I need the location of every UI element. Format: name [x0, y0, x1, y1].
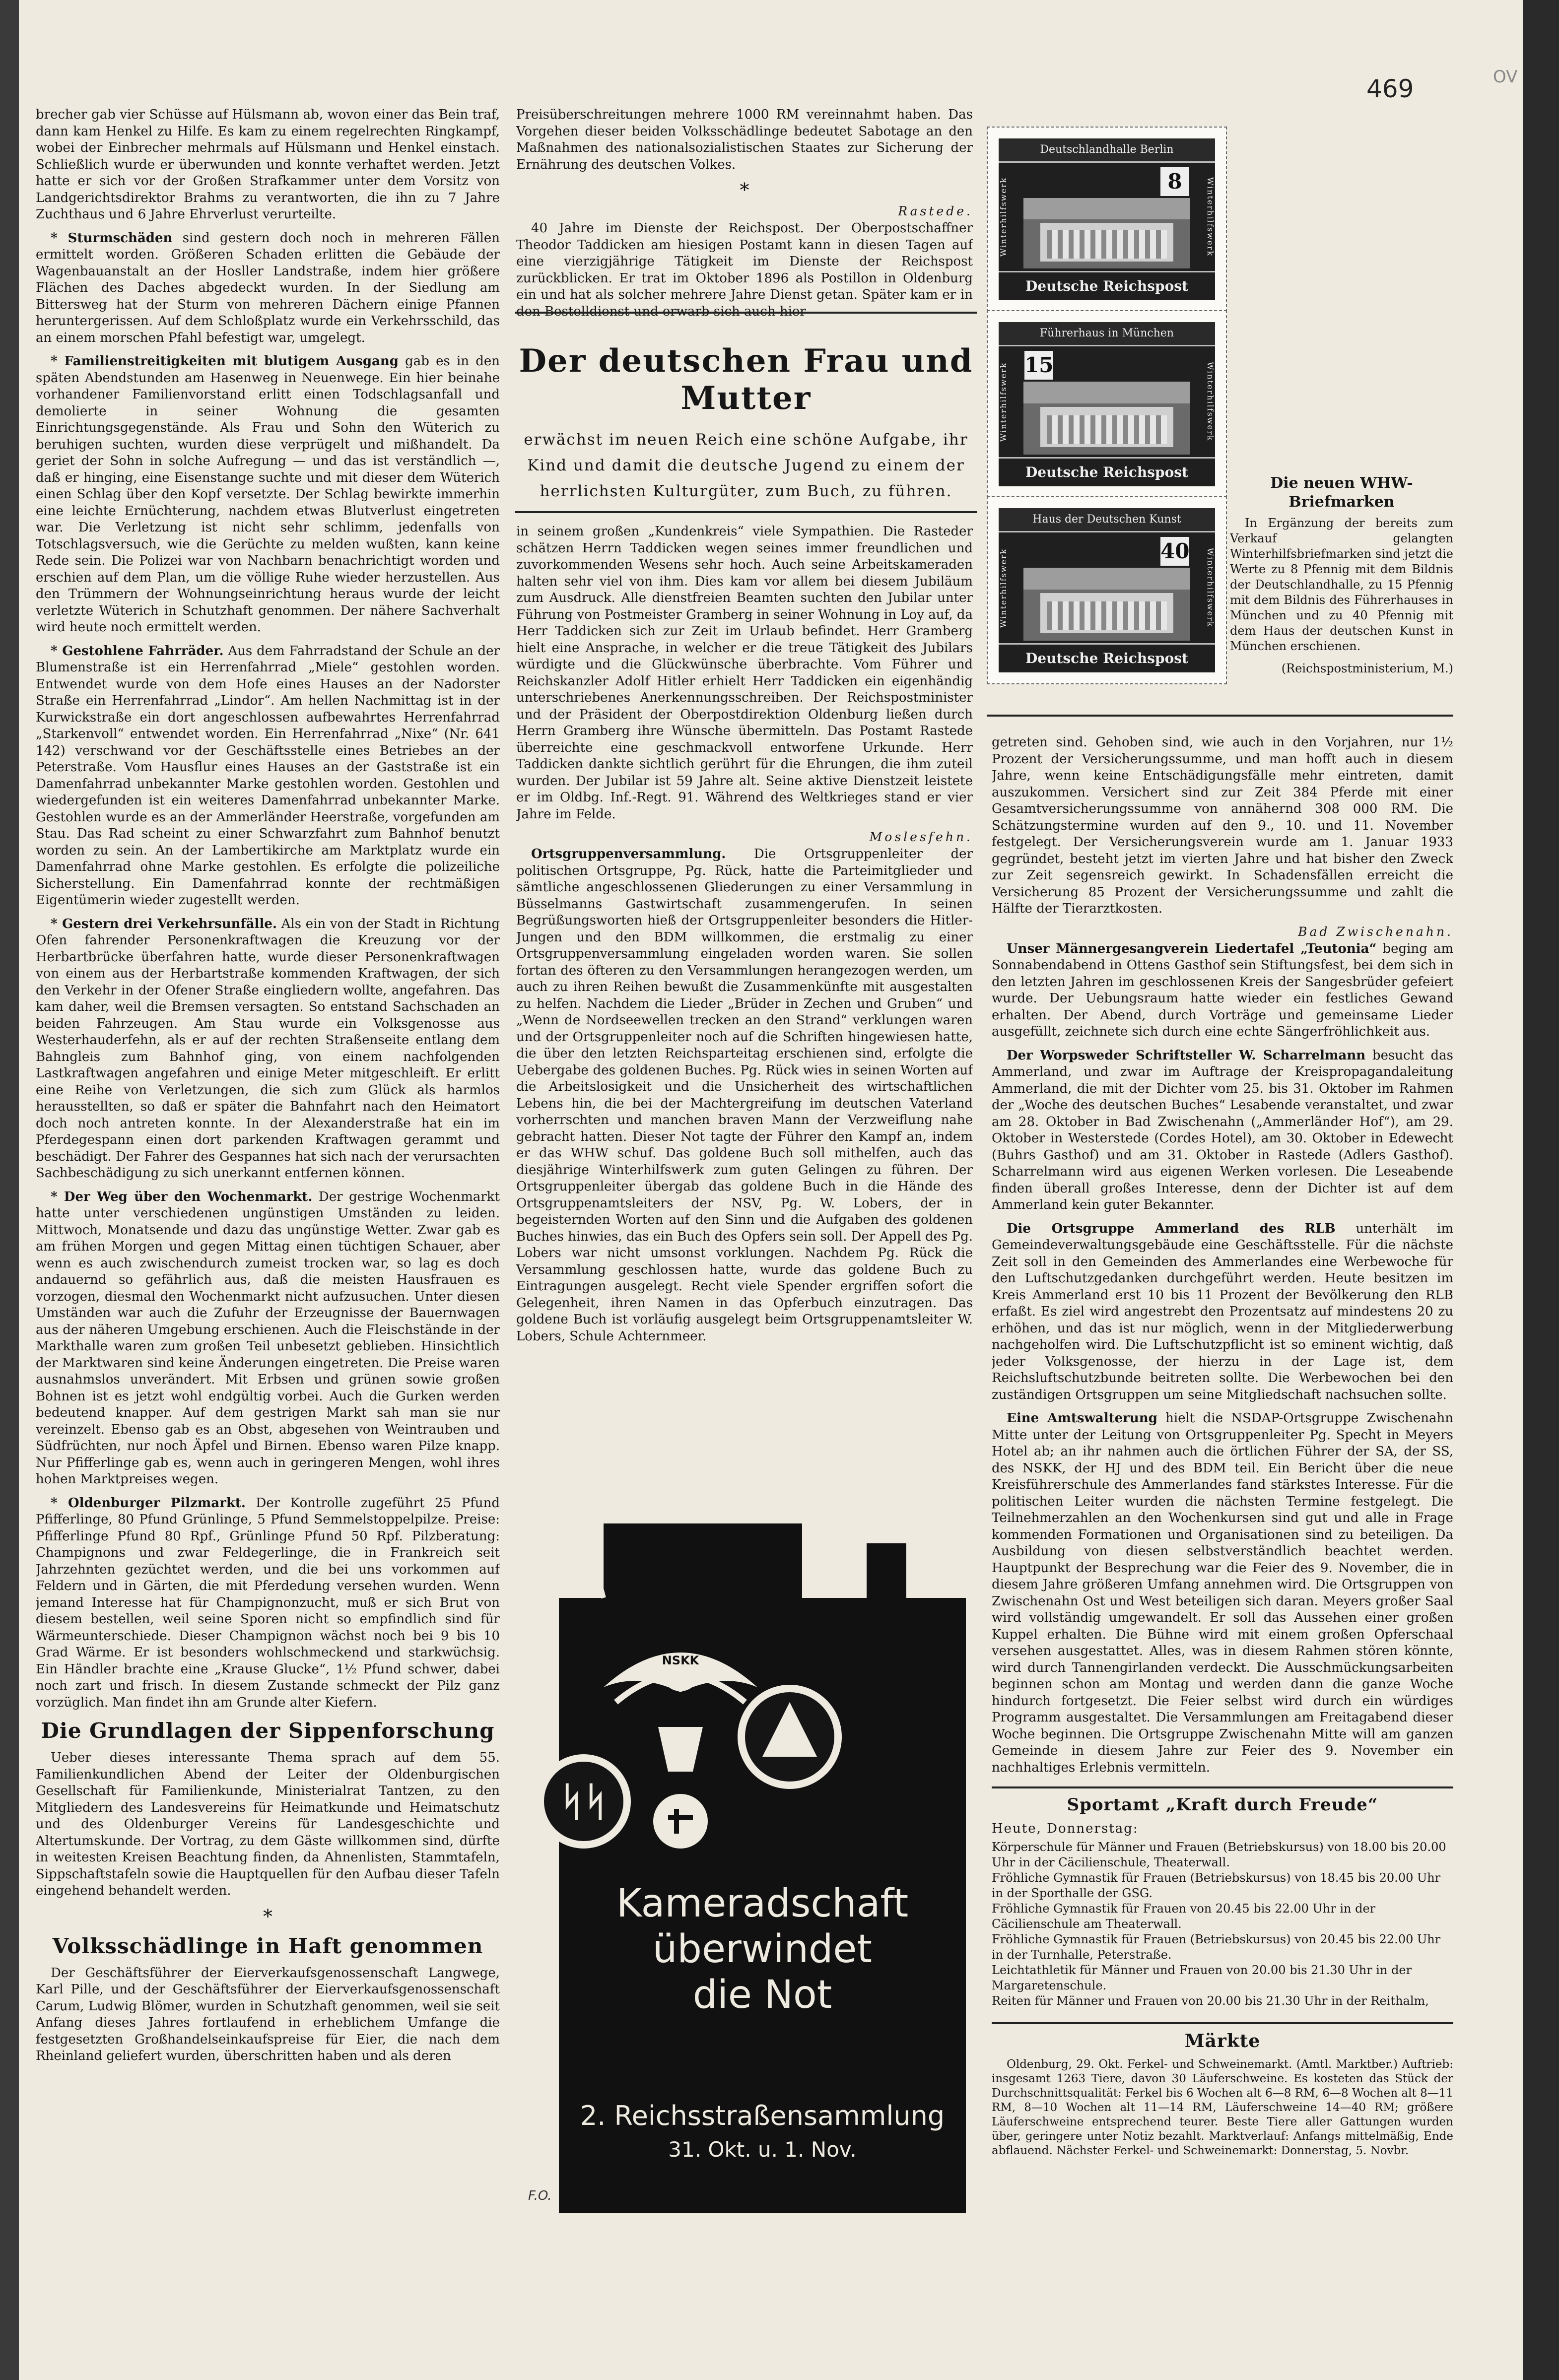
- stamp-side: Winterhilfswerk: [999, 548, 1008, 628]
- stamp-building-picture: [1023, 198, 1190, 268]
- stamp-value: 40: [1160, 537, 1189, 566]
- article-text: Die Ortsgruppenleiter der politischen Ortsgruppe, Pg. Rück, hatte die Parteimitglieder und sämtliche angeschlossenen Gliederungen zu einer Versammlung in Büsselmanns Gastwirtschaft zusammengerufen. In seinen Begrüßungsworten hieß der Ortsgruppenleiter besonders die Hitler-Jungen und den BDM willkommen, die erstmalig zu einer Ortsgruppenversammlung eingeladen worden waren. Sie sollen fortan des öfteren zu den Versammlungen herangezogen werden, um auch zu ihren Reihen bewußt die Zusammenkünfte mit ausgestalten zu helfen. Nachdem die Lieder „Brüder in Zechen und Gruben“ und „Wenn de Nordseewellen trecken an den Strand“ verklungen waren und der Ortsgruppenleiter noch auf die Schriften hingewiesen hatte, die über den letzten Reichsparteitag erschienen sind, erfolgte die Uebergabe des goldenen Buches. Pg. Rück wies in seinen Worten auf die Arbeitslosigkeit und die Unsicherheit des wirtschaftlichen Lebens hin, die bei der Machtergreifung im deutschen Vaterland vorherrschten und manchen braven Mann der Verzweiflung nahe gebracht hatten. Dieser Not tagte der Führer den Kampf an, indem er das WHW schuf. Das goldene Buch soll mithelfen, auch das diesjährige Winterhilfswerk zum guten Gelingen zu führen. Der Ortsgruppenleiter übergab das goldene Buch in die Hände des Ortsgruppenamtsleiters der NSV, Pg. W. Lobers, der in begeisternden Worten auf den Sinn und die Aufgaben des goldenen Buches hinwies, das ein Buch des Opfers sein soll. Der Appell des Pg. Lobers war nicht umsonst vorklungen. Nachdem Pg. Rück die Versammlung geschlossen hatte, wurde das goldene Buch zu Eintragungen ausgelegt. Recht viele Spender ergriffen sofort die Gelegenheit, ihren Namen in das Opferbuch einzutragen. Das goldene Buch ist vorläufig ausgelegt beim Ortsgruppenamtsleiter W. Lobers, Schule Achternmeer.: [516, 847, 973, 1344]
- dateline-moslesfehn: Moslesfehn.: [869, 830, 973, 844]
- article-label: Die Ortsgruppe Ammerland des RLB: [1007, 1221, 1336, 1236]
- poster-corner: F.O.: [528, 2188, 552, 2203]
- page-number: 469: [1366, 74, 1414, 103]
- stamp-side: Winterhilfswerk: [999, 362, 1008, 442]
- column-1: [36, 107, 500, 2375]
- sport-item: Fröhliche Gymnastik für Frauen (Betriebskursus) von 20.45 bis 22.00 Uhr in der Turnhalle, Peterstraße.: [992, 1932, 1441, 1962]
- sport-item: Reiten für Männer und Frauen von 20.00 bis 21.30 Uhr in der Reithalm,: [992, 1993, 1429, 2007]
- caption-source: (Reichspostministerium, M.): [1281, 661, 1453, 675]
- article-text: Der Kontrolle zugeführt 25 Pfund Pfifferlinge, 80 Pfund Grünlinge, 5 Pfund Semmelstoppelpilze. Preise: Pfifferlinge Pfund 80 Rpf., Grünlinge Pfund 50 Rpf. Pilzberatung: Champignons und zwar Feldegerlinge, die in Frankreich seit Jahrzehnten gezüchtet werden, und die bei uns vorkommen auf Feldern und in Gärten, die mit Pferdedung versehen wurden. Wenn jemand Interesse hat für Champignonzucht, muß er sich Brut von diesem bestellen, weil seine Sporen nicht so empfindlich sind für Wärmeunterschiede. Dieser Champignon wächst noch bei 9 bis 10 Grad Wärme. Er ist besonders wohlschmeckend und starkwüchsig. Ein Händler brachte eine „Krause Glucke“, 1½ Pfund schwer, dabei noch zart und frisch. In diesem Zustande schmeckt der Pilz ganz vorzüglich. Man findet ihn am Grunde alter Kiefern.: [36, 1495, 500, 1710]
- separator-star: *: [263, 1905, 272, 1927]
- article-label: * Oldenburger Pilzmarkt.: [51, 1495, 246, 1511]
- caption-text: In Ergänzung der bereits zum Verkauf gelangten Winterhilfsbriefmarken sind jetzt die Werte zu 8 Pfennig mit dem Bildnis der Deutschlandhalle, zu 15 Pfennig mit dem Bildnis des Führerhauses in München und zu 40 Pfennig mit dem Haus der deutschen Kunst in München erschienen.: [1230, 516, 1453, 653]
- sport-item: Fröhliche Gymnastik für Frauen (Betriebskursus) von 18.45 bis 20.00 Uhr in der Sporthalle der GSG.: [992, 1870, 1441, 1900]
- poster-line: die Not: [692, 1973, 832, 2017]
- poster-line: überwindet: [653, 1927, 872, 1972]
- column-2-continued: [516, 524, 973, 1347]
- article-fragment: getreten sind. Gehoben sind, wie auch in den Vorjahren, nur 1½ Prozent der Versicherungssumme, und man hofft auch in diesem Jahre, wenn keine Entschädigungsfälle mehr eintreten, damit auszukommen. Versichert sind zur Zeit 384 Pferde mit einer Gesamtversicherungssumme von annähernd 308 000 RM. Die Schätzungstermine wurden auf den 9., 10. und 11. November festgelegt. Der Versicherungsverein wurde am 1. Januar 1933 gegründet, besteht jetzt im vierten Jahre und hat bisher den Zweck zur Zeit segensreich gewirkt. In Schadensfällen erreicht die Versicherung 85 Prozent der Versicherungssumme und zahlt die Hälfte der Tierarztkosten.: [992, 735, 1453, 916]
- scanner-edge: [1523, 0, 1559, 2380]
- section-rule: [992, 1786, 1453, 1788]
- maerkte-text: Oldenburg, 29. Okt. Ferkel- und Schweinemarkt. (Amtl. Marktber.) Auftrieb: insgesamt 1263 Tiere, davon 30 Läuferschweine. Es kosteten das Stück der Durchschnittsqualität: Ferkel bis 6 Wochen alt 6—8 RM, 6—8 Wochen alt 8—11 RM, 8—10 Wochen alt 11—14 RM, Läuferschweine 14—40 RM; größere Läuferschweine entsprechend teurer. Beste Tiere aller Gattungen wurden über, geringere unter Notiz bezahlt. Marktverlauf: Anfangs mittelmäßig, Ende abflauend. Nächster Ferkel- und Schweinemarkt: Donnerstag, 5. Novbr.: [992, 2058, 1453, 2157]
- stamp-side: Winterhilfswerk: [1206, 177, 1215, 257]
- stamp-8: [987, 127, 1227, 312]
- section-rule: [987, 715, 1453, 717]
- article-label: * Gestohlene Fahrräder.: [51, 643, 224, 659]
- stamp-building-picture: [1023, 382, 1190, 455]
- banner-line: Kind und damit die deutsche Jugend zu einem der: [527, 457, 965, 474]
- stamp-building-picture: [1023, 568, 1190, 641]
- svg-text:ᛋᛋ: ᛋᛋ: [560, 1779, 608, 1825]
- banner-box: [515, 312, 977, 513]
- stamp-caption: [1230, 474, 1453, 707]
- article-label: * Familienstreitigkeiten mit blutigem Ausgang: [51, 354, 399, 369]
- corner-mark: OV: [1493, 67, 1518, 87]
- caption-title: Die neuen WHW-Briefmarken: [1270, 474, 1413, 511]
- article-label: * Gestern drei Verkehrsunfälle.: [51, 916, 277, 931]
- stamp-title: Deutschlandhalle Berlin: [999, 138, 1215, 163]
- article-text: hielt die NSDAP-Ortsgruppe Zwischenahn Mitte unter der Leitung von Ortsgruppenleiter Pg. Specht in Meyers Hotel ab; an ihr nahmen auch die örtlichen Führer der SA, der SS, des NSKK, der HJ und des BDM teil. Ein Bericht über die neue Kreisführerschule des Ammerlandes fand stärkstes Interesse. Für die politischen Leiter wurden die nächsten Termine festgelegt. Die Teilnehmerzahlen an den Wochenkursen sind gut und alle in Frage kommenden Formationen und Organisationen sind zu beteiligen. Da Ausbildung von diesen selbstverständlich beachtet werden. Hauptpunkt der Besprechung war die Feier des 9. November, die in diesem Jahre größeren Umfang annehmen wird. Die Ortsgruppen von Zwischenahn Ost und West beteiligen sich daran. Meyers großer Saal wird vollständig umgewandelt. Er soll das Aussehen einer großen Kuppel erhalten. Die Bühne wird mit einem großen Opferschaal versehen ausgestattet. Alles, was in diesem Rahmen stören könnte, wird durch Tannengirlanden verdeckt. Die Ausschmückungsarbeiten beginnen schon am Montag und werden dann die ganze Woche hindurch fortgesetzt. Die Feier selbst wird durch ein würdiges Programm ausgestaltet. Die Versammlungen am Freitagabend dieser Woche beginnen. Die Ortsgruppe Zwischenahn Mitte will am ganzen Gemeinde in diesem Jahre zur Feier des 9. November ein nachhaltiges Erlebnis vermitteln.: [992, 1411, 1453, 1775]
- article-fragment: brecher gab vier Schüsse auf Hülsmann ab, wovon einer das Bein traf, dann kam Henkel zu Hilfe. Es kam zu einem regelrechten Ringkampf, wobei der Einbrecher mehrmals auf Hülsmann und Henkel einstach. Schließlich wurde er überwunden und konnte verhaftet werden. Jetzt hatte er sich vor der Großen Strafkammer unter dem Vorsitz von Landgerichtsdirektor Brahms zu verantworten, die ihn zu 7 Jahre Zuchthaus und 6 Jahre Ehrverlust verurteilte.: [36, 107, 500, 222]
- article-text: 40 Jahre im Dienste der Reichspost. Der Oberpostschaffner Theodor Taddicken am hiesigen Postamt kann in diesen Tagen auf eine vierzigjährige Tätigkeit im Dienste der Reichspost zurückblicken. Er trat im Oktober 1896 als Postillon in Oldenburg ein und hat als solcher mehrere Jahre Dienst getan. Später kam er in den Bestelldienst und erwarb sich auch hier: [516, 221, 973, 319]
- article-text: Der Geschäftsführer der Eierverkaufsgenossenschaft Langwege, Karl Pille, und der Geschäftsführer der Eierverkaufsgenossenschaft Carum, Ludwig Blömer, wurden in Schutzhaft genommen, weil sie seit Anfang dieses Jahres fortlaufend in erheblichem Umfange die festgesetzten Großhandelseinkaufspreise für Eier, die nach dem Rheinland geliefert wurden, überschritten haben und als deren: [36, 1965, 500, 2063]
- article-text: Aus dem Fahrradstand der Schule an der Blumenstraße ist ein Herrenfahrrad „Miele“ gestohlen worden. Entwendet wurde von dem Hofe eines Hauses an der Nadorster Straße ein Herrenfahrrad „Lindor“. Am hellen Nachmittag ist in der Kurwickstraße ein dort angeschlossen aufbewahrtes Herrenfahrrad „Starkenvoll“ entwendet worden. Ein Herrenfahrrad „Nixe“ (Nr. 641 142) verschwand vor der Geschäftsstelle eines Betriebes an der Peterstraße. Vom Hausflur eines Hauses an der Gaststraße ist ein Damenfahrrad unbekannter Marke gestohlen worden. Gestohlen und wiedergefunden ist ein weiteres Damenfahrrad unbekannter Marke. Gestohlen wurde es an der Ammerländer Heerstraße, vorgefunden am Stau. Das Rad scheint zu einer Schwarzfahrt zum Bahnhof benutzt worden zu sein. An der Lambertikirche am Marktplatz wurde ein Damenfahrrad ohne Marke gestohlen. Es erfolgte die polizeiliche Sicherstellung. Ein Damenfahrrad konnte der rechtmäßigen Eigentümerin wieder zugestellt werden.: [36, 643, 500, 908]
- banner-line: herrlichsten Kulturgüter, zum Buch, zu führen.: [540, 482, 952, 500]
- headline-sportamt: Sportamt „Kraft durch Freude“: [1067, 1795, 1378, 1815]
- stamp-bottom: Deutsche Reichspost: [999, 457, 1215, 486]
- separator-star: *: [740, 179, 749, 201]
- hj-emblem-icon: [653, 1794, 708, 1849]
- banner-title: Der deutschen Frau und Mutter: [519, 342, 973, 417]
- article-label: Eine Amtswalterung: [1007, 1411, 1157, 1426]
- article-label: Ortsgruppenversammlung.: [531, 847, 726, 861]
- sport-item: Leichtathletik für Männer und Frauen von 20.00 bis 21.30 Uhr in der Margaretenschule.: [992, 1963, 1412, 1992]
- stamp-side: Winterhilfswerk: [1206, 548, 1215, 628]
- sport-day: Heute, Donnerstag:: [992, 1821, 1139, 1836]
- article-text: Als ein von der Stadt in Richtung Ofen fahrender Personenkraftwagen die Kreuzung vor der Herbartbrücke überfahren hatte, wurde dieser Personenkraftwagen von einem aus der Herbartstraße kommenden Kraftwagen, der sich den Verkehr in der Ofener Straße eingliedern wollte, angefahren. Das kam daher, weil die Bremsen versagten. So entstand Sachschaden an beiden Fahrzeugen. Am Stau wurde ein Volksgenosse aus Westerhauderfehn, als er auf der rechten Straßenseite entlang dem Bahngleis zum Bahnhof ging, von einem nachfolgenden Lastkraftwagen angefahren und einige Meter mitgeschleift. Er erlitt eine Reihe von Verletzungen, die sich zum Glück als harmlos herausstellten, so daß er später die Bahnfahrt nach den Heimatort doch noch antreten konnte. In der Alexanderstraße hat ein im Pferdegespann einen dort parkenden Kraftwagen gerammt und beschädigt. Der Fahrer des Gespannes hat sich nach der verursachten Sachbeschädigung zu sich unerkannt entfernen können.: [36, 916, 500, 1181]
- article-text: besucht das Ammerland, und zwar im Auftrage der Kreispropagandaleitung Ammerland, die mit der Dichter vom 25. bis 31. Oktober im Rahmen der „Woche des deutschen Buches“ Lesabende veranstaltet, und zwar am 28. Oktober in Bad Zwischenahn („Ammerländer Hof“), am 29. Oktober in Westerstede (Cordes Hotel), am 30. Oktober in Edewecht (Buhrs Gasthof) und am 31. Oktober in Rastede (Adlers Gasthof). Scharrelmann wird aus eigenen Werken vorlesen. Die Leseabende finden überall großes Interesse, denn der Dichter ist auf dem Ammerland kein guter Bekannter.: [992, 1048, 1453, 1212]
- section-rule: [992, 2022, 1453, 2024]
- dateline-bad-zwischenahn: Bad Zwischenahn.: [1298, 924, 1453, 939]
- sport-item: Fröhliche Gymnastik für Frauen von 20.45 bis 22.00 Uhr in der Cäcilienschule am Theaterwall.: [992, 1901, 1376, 1931]
- poster-advertisement: [524, 1523, 966, 2213]
- article-label: Unser Männergesangverein Liedertafel „Teutonia“: [1007, 941, 1377, 956]
- headline-sippenforschung: Die Grundlagen der Sippenforschung: [41, 1719, 495, 1743]
- headline-volksschaedlinge: Volksschädlinge in Haft genommen: [52, 1933, 483, 1958]
- stamp-side: Winterhilfswerk: [999, 177, 1008, 257]
- stamp-title: Führerhaus in München: [999, 322, 1215, 346]
- stamp-value: 15: [1024, 351, 1053, 380]
- stamp-15: [987, 310, 1227, 498]
- article-label: * Der Weg über den Wochenmarkt.: [51, 1189, 313, 1204]
- article-text: beging am Sonnabendabend in Ottens Gasthof sein Stiftungsfest, bei dem sich in den letzten Jahren im geschlossenen Kreis der Sangesbrüder gefeiert wurde. Der Uebungsraum hatte wieder ein festliches Gewand erhalten. Der Abend, durch Vorträge und gemeinsame Lieder ausgefüllt, zeichnete sich durch eine echte Sängerfröhlichkeit aus.: [992, 941, 1453, 1039]
- maerkte-section: [992, 2030, 1453, 2174]
- sportamt-section: [992, 1794, 1453, 2007]
- stamp-bottom: Deutsche Reichspost: [999, 271, 1215, 300]
- dateline-rastede: Rastede.: [898, 204, 973, 218]
- column-3: [992, 734, 1453, 1782]
- poster-badge: NSKK: [662, 1653, 699, 1667]
- article-label: Der Worpsweder Schriftsteller W. Scharrelmann: [1007, 1048, 1366, 1063]
- stamp-40: [987, 496, 1227, 684]
- newspaper-page: [19, 0, 1523, 2380]
- sport-item: Körperschule für Männer und Frauen (Betriebskursus) von 18.00 bis 20.00 Uhr in der Cäcilienschule, Theaterwall.: [992, 1840, 1446, 1869]
- banner-line: erwächst im neuen Reich eine schöne Aufgabe, ihr: [524, 431, 968, 449]
- poster-line: 2. Reichsstraßensammlung: [580, 2100, 945, 2131]
- stamp-title: Haus der Deutschen Kunst: [999, 508, 1215, 532]
- article-text: in seinem großen „Kundenkreis“ viele Sympathien. Die Rasteder schätzen Herrn Taddicken wegen seines immer freundlichen und zuvorkommenden Wesens sehr hoch. Auch seine Arbeitskameraden halten sehr viel von ihm. Dies kam vor allem bei diesem Jubiläum zum Ausdruck. Alle dienstfreien Beamten suchten den Jubilar unter Führung von Postmeister Gramberg in seiner Wohnung in Loy auf, da Herr Taddicken sich zur Zeit im Urlaub befindet. Herr Gramberg hielt eine Ansprache, in welcher er die treue Tätigkeit des Jubilars würdigte und die Glückwünsche überbrachte. Vom Führer und Reichskanzler Adolf Hitler erhielt Herr Taddicken ein eigenhändig unterschriebenes Anerkennungsschreiben. Der Reichspostminister und der Präsident der Oberpostdirektion Oldenburg ließen durch Herrn Gramberg ihre Wünsche übermitteln. Das Postamt Rastede überreichte eine geschmackvoll entworfene Urkunde. Herr Taddicken dankte sichtlich gerührt für die Ehrungen, die ihm zuteil wurden. Der Jubilar ist 59 Jahre alt. Seine aktive Dienstzeit leistete er im Oldbg. Inf.-Regt. 91. Während des Weltkrieges stand er vier Jahre im Felde.: [516, 524, 973, 822]
- stamp-value: 8: [1160, 167, 1189, 196]
- stamp-bottom: Deutsche Reichspost: [999, 643, 1215, 672]
- article-label: * Sturmschäden: [51, 230, 173, 246]
- article-text: Der gestrige Wochenmarkt hatte unter verschiedenen ungünstigen Umständen zu leiden. Mittwoch, Monatsende und dazu das ungünstige Wetter. Zwar gab es am frühen Morgen und gegen Mittag einen tüchtigen Schauer, aber wenn es auch zwischendurch zumeist trocken war, so lag es doch andauernd so gefährlich aus, daß die meisten Hausfrauen es vorzogen, diesmal den Wochenmarkt nicht aufzusuchen. Unter diesen Umständen war auch die Zufuhr der Erzeugnisse der Bauernwagen aus der näheren Umgebung erschienen. Auch die Fleischstände in der Markthalle waren zum großen Teil unbesetzt geblieben. Hinsichtlich der Marktwaren sind keine Änderungen eingetreten. Die Preise waren ausnahmslos unverändert. Mit Erbsen und grünen sowie großen Bohnen ist es jetzt wohl endgültig vorbei. Auch die Gurken werden bedeutend knapper. Auf dem gestrigen Markt sah man sie nur vereinzelt. Ebenso gab es an Obst, abgesehen von Weintrauben und Südfrüchten, nur noch Äpfel und Birnen. Ebenso waren Pilze knapp. Nur Pfifferlinge gab es, wenn auch in geringeren Mengen, wohl ihres hohen Marktpreises wegen.: [36, 1189, 500, 1487]
- poster-line: 31. Okt. u. 1. Nov.: [668, 2137, 857, 2162]
- article-fragment: Preisüberschreitungen mehrere 1000 RM vereinnahmt haben. Das Vorgehen dieser beiden Volksschädlinge bedeutet Sabotage an den Maßnahmen des nationalsozialistischen Staates zur Sicherung der Ernährung des deutschen Volkes.: [516, 107, 973, 172]
- article-text: sind gestern doch noch in mehreren Fällen ermittelt worden. Größeren Schaden erlitten die Gebäude der Wagenbauanstalt an der Hosller Landstraße, indem hier größere Flächen des Daches abgedeckt wurden. In der Siedlung am Bittersweg hat der Sturm von mehreren Dächern einige Pfannen heruntergerissen. Auf dem Schloßplatz wurde ein Verkehrsschild, das an einem morschen Pfahl befestigt war, umgelegt.: [36, 230, 500, 345]
- headline-maerkte: Märkte: [1184, 2031, 1261, 2051]
- article-text: unterhält im Gemeindeverwaltungsgebäude eine Geschäftsstelle. Für die nächste Zeit soll in den Gemeinden des Ammerlandes eine Werbewoche für den Luftschutzgedanken durchgeführt werden. Heute besitzen im Kreis Ammerland erst 10 bis 11 Prozent der Bevölkerung den RLB erfaßt. Es ziel wird angestrebt den Prozentsatz auf mindestens 20 zu erhöhen, und das ist nur möglich, wenn in der Mitgliederwerbung nachgeholfen wird. Die Luftschutzpflicht ist so eminent wichtig, daß jeder Volksgenosse, der hierzu in der Lage ist, dem Reichsluftschutzbunde beitreten sollte. Die Werbewochen bei den zuständigen Ortsgruppen um seine Mitgliedschaft nachsuchen sollte.: [992, 1221, 1453, 1402]
- poster-line: Kameradschaft: [616, 1881, 909, 1926]
- article-text: gab es in den späten Abendstunden am Hasenweg in Neuenwege. Ein hier beinahe vorhandener Familienvorstand erlitt einen Todschlagsanfall und demolierte in seiner Wohnung die gesamten Einrichtungsgegenstände. Als Frau und Sohn den Wüterich zu beruhigen suchten, wurden diese verprügelt und mißhandelt. Da geriet der Sohn in solche Aufregung — und das ist verständlich —, daß er hinging, eine Eisenstange suchte und mit dieser dem Wüterich einen Schlag über den Kopf versetzte. Der Schlag bewirkte immerhin eine leichte Ernüchterung, nachdem etwas Blutverlust eingetreten war. Die Verletzung ist nicht sehr schlimm, jedenfalls von Totschlagsversuch, wie die Gerüchte zu melden wußten, kann keine Rede sein. Die Polizei war von Nachbarn benachrichtigt worden und erschien auf dem Plan, um die völlige Ruhe wieder herzustellen. Aus den Trümmern der Wohnungseinrichtung heraus wurde der leicht verletzte Wüterich in Schutzhaft genommen. Der nähere Sachverhalt wird heute noch ermittelt werden.: [36, 354, 500, 635]
- stamp-side: Winterhilfswerk: [1206, 362, 1215, 442]
- article-text: Ueber dieses interessante Thema sprach auf dem 55. Familienkundlichen Abend der Leiter der Oldenburgischen Gesellschaft für Familienkunde, Ministerialrat Tantzen, zu den Mitgliedern des Landesvereins für Heimatkunde und Heimatschutz und des Oldenburger Vereins für Landesgeschichte und Altertumskunde. Der Vortrag, zu dem Gäste willkommen sind, dürfte in weitesten Kreisen Beachtung finden, da Ahnenlisten, Stammtafeln, Sippschaftstafeln sowie die Hauptquellen für den Aufbau dieser Tafeln eingehend behandelt werden.: [36, 1750, 500, 1898]
